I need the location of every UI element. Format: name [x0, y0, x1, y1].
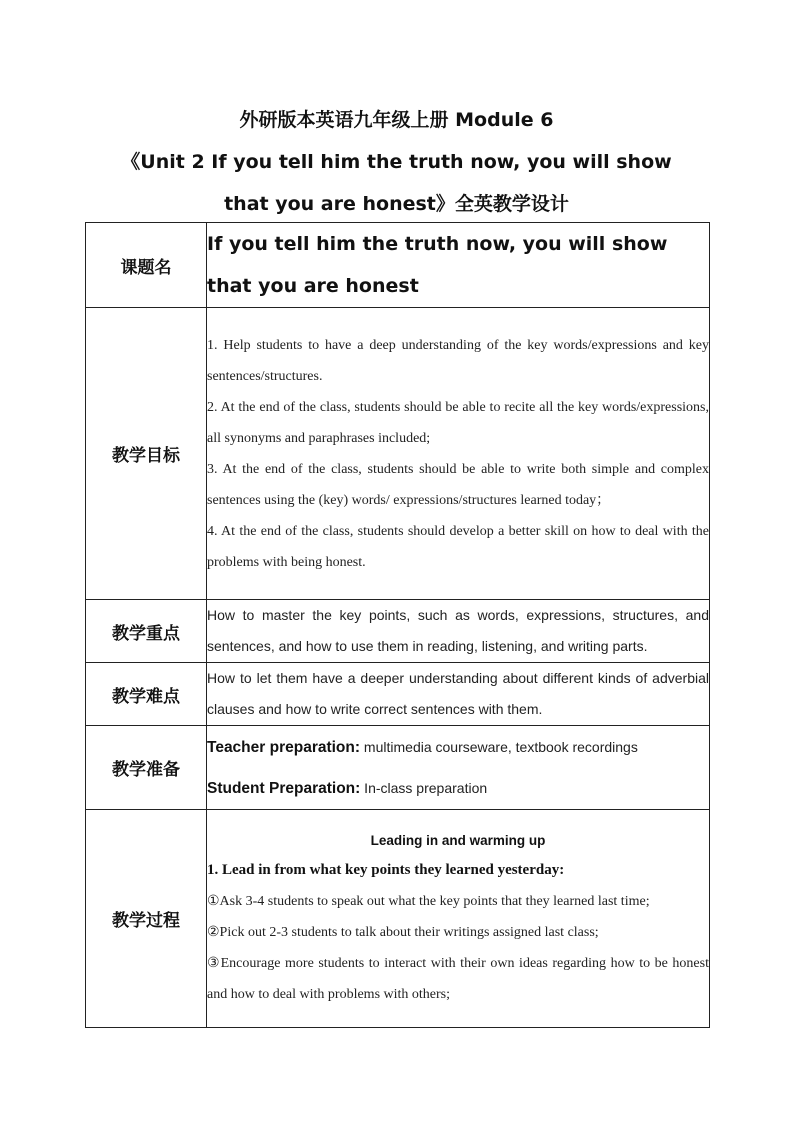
topic-text: If you tell him the truth now, you will show that you are honest: [207, 233, 668, 297]
preparation-label: 教学准备: [86, 726, 207, 810]
key-points-text: How to master the key points, such as words, expressions, structures, and sentences, and how to use them in reading, listening, and writing parts.: [207, 607, 709, 654]
student-preparation-label: Student Preparation:: [207, 779, 361, 797]
teacher-preparation-label: Teacher preparation:: [207, 738, 361, 756]
topic-row: [86, 223, 710, 308]
teacher-preparation-value: multimedia courseware, textbook recordings: [360, 738, 638, 755]
key-points-cell: [207, 600, 710, 663]
document-title-line-3: that you are honest》全英教学设计: [224, 193, 569, 215]
objectives-row: [86, 308, 710, 600]
preparation-cell: [207, 726, 710, 810]
teacher-preparation: [207, 727, 709, 768]
objective-item: 3. At the end of the class, students should be able to write both simple and complex sentences using the (key) words/ expressions/structures learned today；: [207, 461, 709, 508]
topic-cell: [207, 223, 710, 308]
process-label: 教学过程: [86, 810, 207, 1028]
topic-label: 课题名: [86, 223, 207, 308]
objectives-label: 教学目标: [86, 308, 207, 600]
lesson-plan-table: [85, 222, 710, 1028]
key-points-label: 教学重点: [86, 600, 207, 663]
objective-item: 2. At the end of the class, students should be able to recite all the key words/expressions, all synonyms and paraphrases included;: [207, 399, 709, 446]
objective-item: 1. Help students to have a deep understanding of the key words/expressions and key sentences/structures.: [207, 337, 709, 384]
process-item: ②Pick out 2-3 students to talk about their writings assigned last class;: [207, 925, 599, 940]
key-points-row: [86, 600, 710, 663]
difficulties-cell: [207, 663, 710, 726]
difficulties-text: How to let them have a deeper understanding about different kinds of adverbial clauses and how to write correct sentences with them.: [207, 670, 709, 717]
student-preparation-value: In-class preparation: [360, 779, 488, 796]
student-preparation: [207, 768, 709, 809]
objective-item: 4. At the end of the class, students should develop a better skill on how to deal with the problems with being honest.: [207, 523, 709, 570]
process-item: ①Ask 3-4 students to speak out what the key points that they learned last time;: [207, 894, 650, 909]
process-row: [86, 810, 710, 1028]
difficulties-row: [86, 663, 710, 726]
process-step-heading: 1. Lead in from what key points they learned yesterday:: [207, 862, 565, 878]
process-section-heading: Leading in and warming up: [370, 833, 546, 848]
process-cell: [207, 810, 710, 1028]
objectives-cell: [207, 308, 710, 600]
preparation-row: [86, 726, 710, 810]
process-item: ③Encourage more students to interact with their own ideas regarding how to be honest and how to deal with problems with others;: [207, 956, 709, 1002]
difficulties-label: 教学难点: [86, 663, 207, 726]
document-title-line-1: 外研版本英语九年级上册 Module 6: [239, 109, 554, 131]
document-title-line-2: 《Unit 2 If you tell him the truth now, you will show: [121, 151, 672, 173]
